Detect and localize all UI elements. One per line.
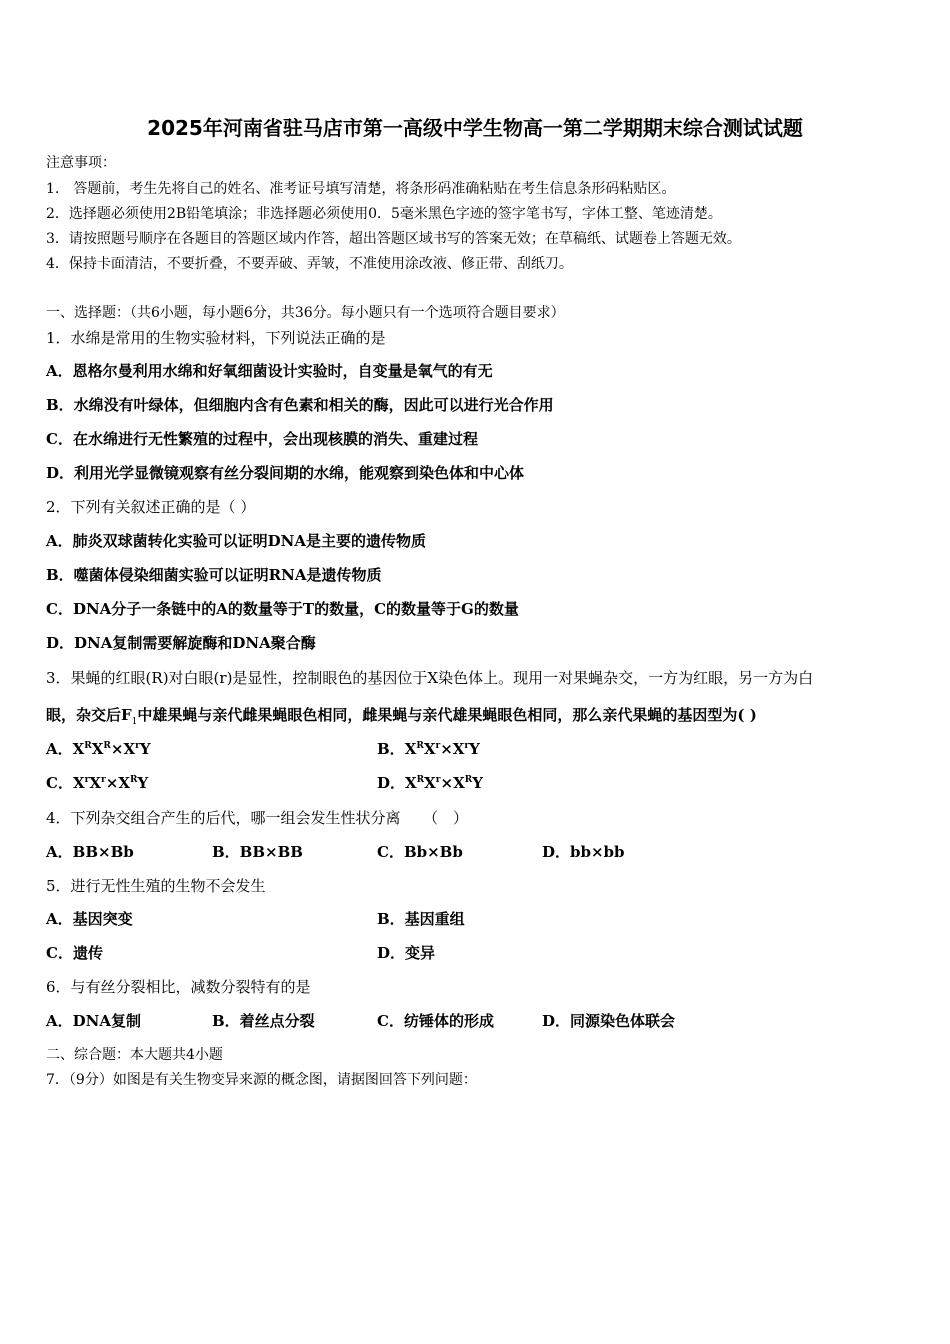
q3-stem-line-1: 3．果蝇的红眼(R)对白眼(r)是显性，控制眼色的基因位于X染色体上。现用一对果蝇杂交，一方为红眼，另一方为白 [46, 669, 814, 687]
notice-item-3: 3．请按照题号顺序在各题目的答题区域内作答，超出答题区域书写的答案无效；在草稿纸、试题卷上答题无效。 [46, 231, 741, 247]
q6-option-d: D．同源染色体联会 [542, 1012, 676, 1030]
q5-stem: 5．进行无性生殖的生物不会发生 [46, 877, 266, 895]
q6-stem: 6．与有丝分裂相比，减数分裂特有的是 [46, 978, 311, 996]
q1-option-b: B．水绵没有叶绿体，但细胞内含有色素和相关的酶，因此可以进行光合作用 [46, 396, 554, 414]
q4-option-a: A．BB×Bb [46, 843, 134, 861]
q1-option-a: A．恩格尔曼利用水绵和好氧细菌设计实验时，自变量是氧气的有无 [46, 362, 493, 380]
notice-item-2: 2．选择题必须使用2B铅笔填涂；非选择题必须使用0．5毫米黑色字迹的签字笔书写，字体工整、笔迹清楚。 [46, 206, 722, 222]
notice-item-4: 4．保持卡面清洁，不要折叠，不要弄破、弄皱，不准使用涂改液、修正带、刮纸刀。 [46, 256, 573, 272]
q2-option-c: C．DNA分子一条链中的A的数量等于T的数量，C的数量等于G的数量 [46, 600, 519, 618]
q6-option-c: C．纺锤体的形成 [377, 1012, 494, 1030]
q2-option-d: D．DNA复制需要解旋酶和DNA聚合酶 [46, 634, 316, 652]
q3-option-b: B．$X^RX^r\times X^rY$ [377, 740, 480, 758]
q2-option-b: B．噬菌体侵染细菌实验可以证明RNA是遗传物质 [46, 566, 382, 584]
q3-stem-line-2: 眼，杂交后$F_1$中雄果蝇与亲代雌果蝇眼色相同，雌果蝇与亲代雄果蝇眼色相同，那么亲代果蝇的基因型为( ) [46, 706, 757, 727]
q1-option-c: C．在水绵进行无性繁殖的过程中，会出现核膜的消失、重建过程 [46, 430, 478, 448]
q7-stem: 7．（9分）如图是有关生物变异来源的概念图，请据图回答下列问题： [46, 1072, 477, 1088]
q3-option-a: A．$X^RX^R\times X^rY$ [46, 740, 151, 758]
page-title: 2025年河南省驻马店市第一高级中学生物高一第二学期期末综合测试试题 [147, 116, 803, 140]
q3-option-c: C．$X^rX^r\times X^RY$ [46, 774, 149, 792]
q4-option-b: B．BB×BB [212, 843, 303, 861]
notice-item-1: 1. 答题前，考生先将自己的姓名、准考证号填写清楚，将条形码准确粘贴在考生信息条形码粘贴区。 [46, 181, 676, 197]
q1-option-d: D．利用光学显微镜观察有丝分裂间期的水绵，能观察到染色体和中心体 [46, 464, 525, 482]
notice-heading: 注意事项： [46, 155, 116, 171]
q5-option-c: C．遗传 [46, 944, 103, 962]
q5-option-d: D．变异 [377, 944, 436, 962]
q2-option-a: A．肺炎双球菌转化实验可以证明DNA是主要的遗传物质 [46, 532, 426, 550]
q2-stem: 2．下列有关叙述正确的是（ ） [46, 498, 256, 516]
q3-option-d: D．$X^RX^r\times X^RY$ [377, 774, 483, 792]
q4-option-d: D．bb×bb [542, 843, 625, 861]
section-2-heading: 二、综合题：本大题共4小题 [46, 1047, 223, 1063]
q4-option-c: C．Bb×Bb [377, 843, 463, 861]
q6-option-a: A．DNA复制 [46, 1012, 141, 1030]
q5-option-b: B．基因重组 [377, 910, 465, 928]
q6-option-b: B．着丝点分裂 [212, 1012, 315, 1030]
q5-option-a: A．基因突变 [46, 910, 133, 928]
q1-stem: 1．水绵是常用的生物实验材料，下列说法正确的是 [46, 329, 386, 347]
section-1-heading: 一、选择题：（共6小题，每小题6分，共36分。每小题只有一个选项符合题目要求） [46, 305, 565, 321]
q4-stem: 4．下列杂交组合产生的后代，哪一组会发生性状分离 （ ） [46, 809, 469, 827]
